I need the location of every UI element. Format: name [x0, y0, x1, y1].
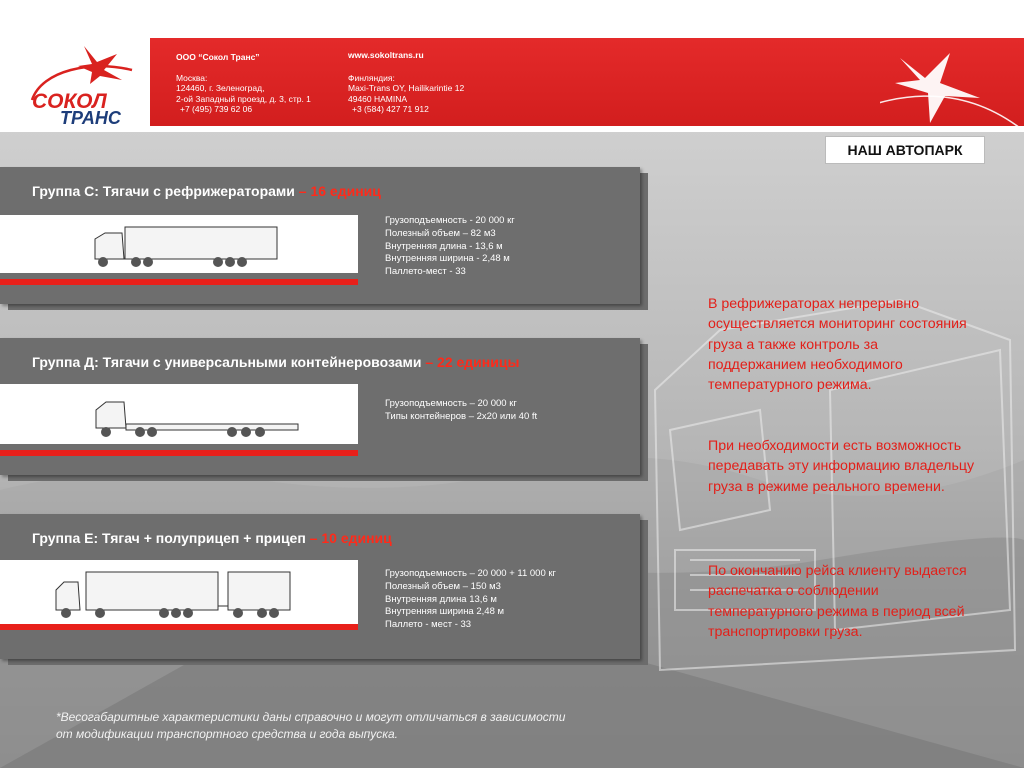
spec-line: Внутренняя длина 13,6 м: [385, 593, 497, 605]
group-e-count: – 10 единиц: [305, 530, 392, 546]
moscow-address-2: 2-ой Западный проезд, д. 3, стр. 1: [176, 93, 311, 104]
header-finland-contacts: [348, 52, 464, 115]
group-d-card: [0, 338, 650, 475]
logo-text-trans: ТРАНС: [60, 108, 121, 128]
refrigerated-truck-icon: [0, 215, 358, 273]
group-c-card: [0, 167, 650, 304]
group-d-count: – 22 единицы: [421, 354, 520, 370]
footnote: [56, 709, 696, 743]
spec-line: Внутренняя ширина 2,48 м: [385, 606, 505, 618]
moscow-address-1: 124460, г. Зеленоград,: [176, 83, 265, 93]
company-name: ООО “Сокол Транс”: [176, 52, 260, 62]
footnote-line-2: от модификации транспортного средства и года выпуска.: [56, 727, 398, 741]
info-paragraph-transfer: При необходимости есть возможность передавать эту информацию владельцу груза в режиме реального времени.: [708, 438, 975, 495]
spec-line: Полезный объем – 150 м3: [385, 580, 501, 592]
finland-phone: +3 (584) 427 71 912: [352, 104, 429, 114]
spec-line: Внутренняя длина - 13,6 м: [385, 240, 503, 252]
group-e-specs: [385, 568, 556, 632]
moscow-label: Москва:: [176, 72, 208, 83]
group-d-title: [32, 354, 519, 370]
finland-address-1: Maxi-Trans OY, Hailikarintie 12: [348, 83, 465, 93]
road-train-icon: [0, 560, 358, 624]
spec-line: Паллето - мест - 33: [385, 619, 472, 631]
spec-line: Грузоподъемность - 20 000 кг: [385, 215, 515, 226]
group-e-title-text: Группа Е: Тягач + полуприцеп + прицеп: [32, 530, 306, 546]
spec-line: Паллето-мест - 33: [385, 266, 466, 278]
group-c-title-text: Группа С: Тягачи с рефрижераторами: [32, 183, 295, 199]
spec-line: Типы контейнеров – 2х20 или 40 ft: [385, 410, 538, 422]
info-paragraph-monitoring: В рефрижераторах непрерывно осуществляется мониторинг состояния груза а также контроль за поддержанием необходимого температурного режима.: [708, 296, 967, 394]
group-e-card: [0, 514, 650, 659]
group-e-redline: [0, 624, 358, 630]
group-d-redline: [0, 450, 358, 456]
group-e-image: [0, 560, 358, 624]
spec-line: Внутренняя ширина - 2,48 м: [385, 253, 510, 265]
group-d-title-text: Группа Д: Тягачи с универсальными контейнеровозами: [32, 354, 422, 370]
sokol-trans-logo: [22, 40, 154, 130]
website-link[interactable]: www.sokoltrans.ru: [348, 50, 424, 60]
footnote-line-1: *Весогабаритные характеристики даны справочно и могут отличаться в зависимости: [56, 710, 566, 724]
spec-line: Грузоподъемность – 20 000 + 11 000 кг: [385, 568, 557, 579]
spec-line: Грузоподъемность – 20 000 кг: [385, 398, 517, 409]
moscow-phone: +7 (495) 739 62 06: [180, 104, 253, 114]
group-c-specs: [385, 215, 515, 279]
group-d-specs: [385, 398, 537, 424]
finland-address-2: 49460 HAMINA: [348, 93, 408, 104]
group-c-image: [0, 215, 358, 273]
group-c-title: [32, 183, 381, 199]
logo-text-sokol: СОКОЛ: [32, 90, 107, 113]
fleet-badge: НАШ АВТОПАРК: [825, 136, 985, 164]
info-paragraph-printout: По окончанию рейса клиенту выдается распечатка о соблюдении температурного режима в период всей транспортировки груза.: [708, 563, 967, 640]
group-e-title: [32, 530, 392, 546]
header-moscow-contacts: [176, 52, 311, 115]
group-d-image: [0, 384, 358, 444]
spec-line: Полезный объем – 82 м3: [385, 227, 496, 239]
falcon-watermark-icon: [880, 28, 1020, 128]
container-truck-icon: [0, 384, 358, 444]
group-c-count: – 16 единиц: [294, 183, 381, 199]
group-c-redline: [0, 279, 358, 285]
finland-label: Финляндия:: [348, 72, 395, 83]
